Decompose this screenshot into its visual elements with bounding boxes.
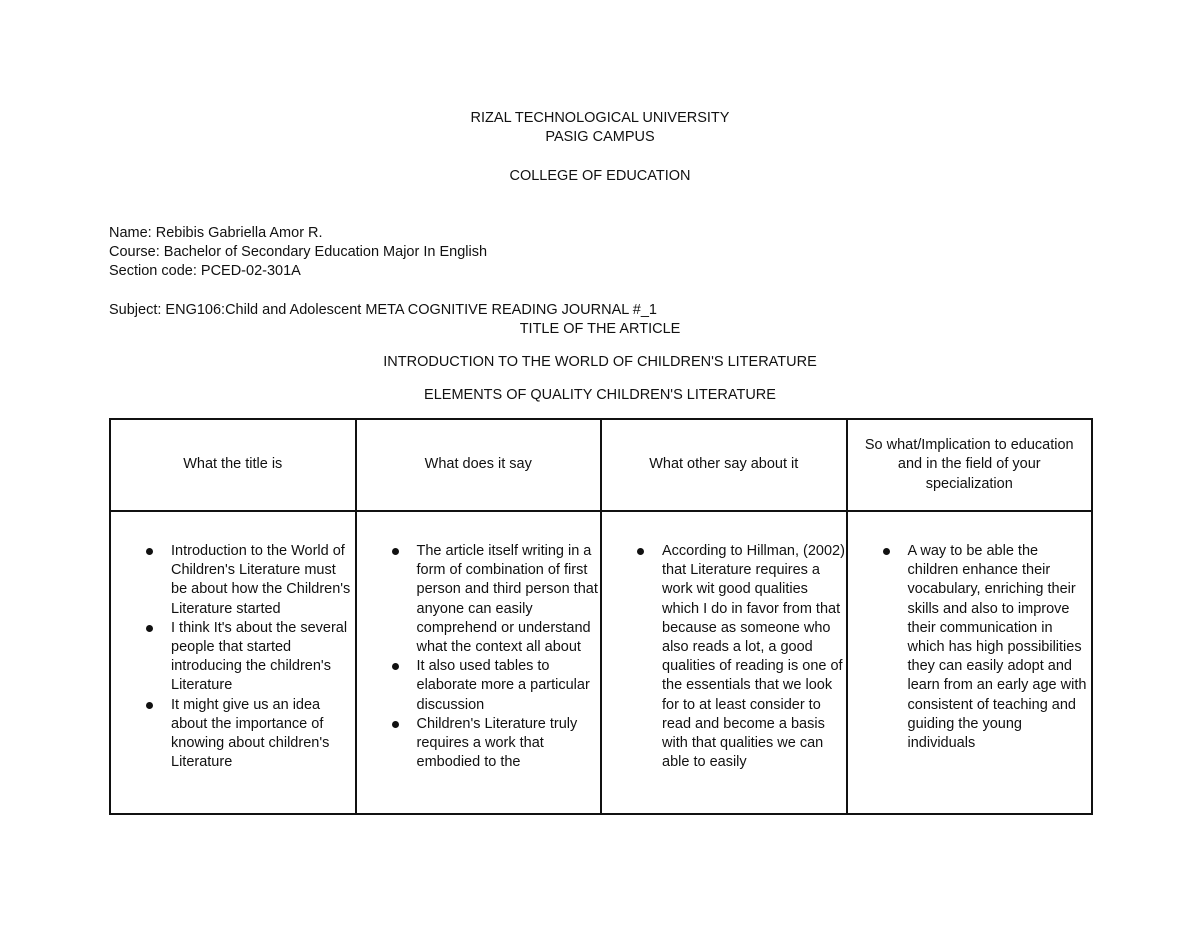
column-others-cell xyxy=(601,511,847,814)
campus-name: PASIG CAMPUS xyxy=(545,129,655,145)
subject-line: Subject: ENG106:Child and Adolescent META COGNITIVE READING JOURNAL #_1 xyxy=(109,302,657,318)
journal-table xyxy=(109,418,1093,815)
college-name: COLLEGE OF EDUCATION xyxy=(509,168,691,184)
header-cell: What other say about it xyxy=(601,419,847,511)
article-heading: TITLE OF THE ARTICLE xyxy=(519,321,681,337)
article-title-2: ELEMENTS OF QUALITY CHILDREN'S LITERATURE xyxy=(424,387,776,403)
bullet-item: Children's Literature truly requires a work that embodied to the xyxy=(417,715,601,773)
bullet-item: The article itself writing in a form of combination of first person and third person that anyone can easily comprehend or understand what the context all about xyxy=(417,542,601,657)
column-implication-cell xyxy=(847,511,1093,814)
bullet-list xyxy=(848,542,1092,753)
column-says-cell xyxy=(356,511,602,814)
bullet-list xyxy=(111,542,355,772)
bullet-item: It might give us an idea about the importance of knowing about children's Literature xyxy=(171,696,355,773)
table-header-row xyxy=(110,419,1092,511)
bullet-item: A way to be able the children enhance their vocabulary, enriching their skills and also to improve their communication in which has high possibilities they can easily adopt and learn from an early age with consistent of teaching and guiding the young individuals xyxy=(908,542,1092,753)
bullet-item: According to Hillman, (2002) that Literature requires a work wit good qualities which I do in favor from that because as someone who also reads a lot, a good qualities of reading is one of the essentials that we look for to at least consider to read and become a basis with that qualities we can able to easily xyxy=(662,542,846,772)
header-cell: What the title is xyxy=(110,419,356,511)
column-title-cell xyxy=(110,511,356,814)
bullet-item: It also used tables to elaborate more a particular discussion xyxy=(417,657,601,715)
bullet-list xyxy=(602,542,846,772)
university-name: RIZAL TECHNOLOGICAL UNIVERSITY xyxy=(470,110,730,126)
header-cell: What does it say xyxy=(356,419,602,511)
bullet-item: Introduction to the World of Children's Literature must be about how the Children's Literature started xyxy=(171,542,355,619)
table-body-row xyxy=(110,511,1092,814)
bullet-item: I think It's about the several people that started introducing the children's Literature xyxy=(171,619,355,696)
article-title-1: INTRODUCTION TO THE WORLD OF CHILDREN'S LITERATURE xyxy=(383,354,817,370)
section-code: Section code: PCED-02-301A xyxy=(109,263,301,279)
header-cell: So what/Implication to education and in the field of your specialization xyxy=(847,419,1093,511)
student-course: Course: Bachelor of Secondary Education Major In English xyxy=(109,244,488,260)
student-name: Name: Rebibis Gabriella Amor R. xyxy=(109,225,323,241)
bullet-list xyxy=(357,542,601,772)
